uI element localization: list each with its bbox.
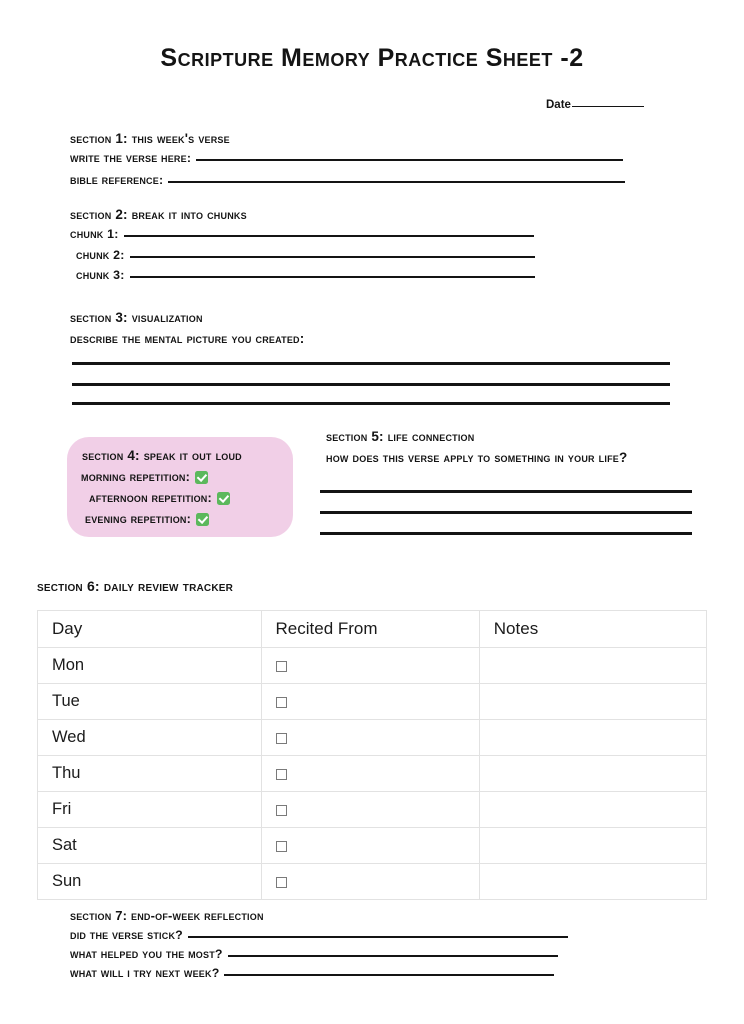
- section-2-field-chunk-1-label: chunk 1:: [70, 227, 119, 241]
- date-label: Date: [546, 99, 571, 111]
- section-4-heading: section 4: speak it out loud: [82, 448, 242, 463]
- section-3-heading: section 3: visualization: [70, 310, 203, 325]
- section-2-field-chunk-3-label: chunk 3:: [76, 268, 125, 282]
- section-5-heading: section 5: life connection: [326, 429, 475, 444]
- section-4-item-morning[interactable]: [81, 470, 208, 484]
- section-2-field-chunk-2[interactable]: [76, 248, 535, 262]
- table-row: [38, 792, 707, 828]
- table-cell-day: Tue: [38, 684, 262, 720]
- table-cell-day: Sat: [38, 828, 262, 864]
- table-cell-notes[interactable]: [479, 792, 706, 828]
- table-header-row: [38, 611, 707, 648]
- section-2-field-chunk-2-label: chunk 2:: [76, 248, 125, 262]
- section-1-field-verse-label: write the verse here:: [70, 151, 192, 165]
- table-cell-notes[interactable]: [479, 720, 706, 756]
- section-4-item-evening-label: evening repetition:: [85, 512, 192, 526]
- section-3-writing-line-2[interactable]: [72, 383, 670, 386]
- table-cell-recited-from[interactable]: [261, 756, 479, 792]
- page-title: Scripture Memory Practice Sheet -2: [160, 44, 584, 72]
- section-2-heading: section 2: break it into chunks: [70, 207, 247, 222]
- table-column-header-day: Day: [38, 611, 262, 648]
- section-7-field-verse-stick[interactable]: [70, 928, 568, 942]
- table-row: [38, 648, 707, 684]
- table-cell-notes[interactable]: [479, 828, 706, 864]
- section-7-field-next-week[interactable]: [70, 966, 554, 980]
- section-5-prompt: how does this verse apply to something in your life?: [326, 450, 628, 465]
- table-cell-day: Fri: [38, 792, 262, 828]
- table-cell-recited-from[interactable]: [261, 684, 479, 720]
- section-4-item-evening[interactable]: [85, 512, 209, 526]
- unchecked-box-icon[interactable]: [276, 697, 287, 708]
- section-7-field-next-week-input[interactable]: [224, 974, 554, 976]
- section-6-heading: section 6: daily review tracker: [37, 578, 234, 594]
- table-cell-recited-from[interactable]: [261, 864, 479, 900]
- table-cell-day: Wed: [38, 720, 262, 756]
- table-row: [38, 864, 707, 900]
- section-2-field-chunk-3[interactable]: [76, 268, 535, 282]
- section-4-item-afternoon[interactable]: [89, 491, 230, 505]
- section-4-item-morning-label: morning repetition:: [81, 470, 190, 484]
- table-cell-notes[interactable]: [479, 756, 706, 792]
- unchecked-box-icon[interactable]: [276, 661, 287, 672]
- unchecked-box-icon[interactable]: [276, 805, 287, 816]
- table-row: [38, 828, 707, 864]
- check-box-icon[interactable]: [196, 513, 209, 526]
- date-field[interactable]: [546, 99, 644, 111]
- table-row: [38, 756, 707, 792]
- section-1-field-reference-input[interactable]: [168, 181, 625, 183]
- table-cell-day: Mon: [38, 648, 262, 684]
- section-3-writing-line-3[interactable]: [72, 402, 670, 405]
- table-cell-recited-from[interactable]: [261, 720, 479, 756]
- section-1-field-verse-input[interactable]: [196, 159, 623, 161]
- section-7-field-verse-stick-label: did the verse stick?: [70, 928, 183, 942]
- table-cell-recited-from[interactable]: [261, 828, 479, 864]
- section-1-field-reference[interactable]: [70, 173, 625, 187]
- unchecked-box-icon[interactable]: [276, 769, 287, 780]
- section-4-card: [67, 437, 293, 537]
- section-7-field-next-week-label: what will i try next week?: [70, 966, 220, 980]
- section-7-heading: section 7: end-of-week reflection: [70, 908, 264, 923]
- section-7-field-helped-most-input[interactable]: [228, 955, 558, 957]
- check-box-icon[interactable]: [195, 471, 208, 484]
- section-3-writing-line-1[interactable]: [72, 362, 670, 365]
- section-1-field-reference-label: bible reference:: [70, 173, 164, 187]
- section-3-prompt: describe the mental picture you created:: [70, 331, 305, 346]
- section-5-writing-line-2[interactable]: [320, 511, 692, 514]
- table-row: [38, 720, 707, 756]
- check-box-icon[interactable]: [217, 492, 230, 505]
- section-7-field-verse-stick-input[interactable]: [188, 936, 568, 938]
- section-2-field-chunk-2-input[interactable]: [130, 256, 535, 258]
- unchecked-box-icon[interactable]: [276, 841, 287, 852]
- section-7-field-helped-most[interactable]: [70, 947, 558, 961]
- daily-review-tracker-table: [37, 610, 707, 900]
- section-5-writing-line-1[interactable]: [320, 490, 692, 493]
- section-1-field-verse[interactable]: [70, 151, 623, 165]
- section-1-heading: section 1: this week's verse: [70, 131, 230, 146]
- section-4-item-afternoon-label: afternoon repetition:: [89, 491, 212, 505]
- section-2-field-chunk-1[interactable]: [70, 227, 534, 241]
- table-column-header-recited-from: Recited From: [261, 611, 479, 648]
- table-cell-day: Thu: [38, 756, 262, 792]
- section-5-writing-line-3[interactable]: [320, 532, 692, 535]
- table-cell-recited-from[interactable]: [261, 648, 479, 684]
- table-cell-recited-from[interactable]: [261, 792, 479, 828]
- section-2-field-chunk-3-input[interactable]: [130, 276, 535, 278]
- table-row: [38, 684, 707, 720]
- section-2-field-chunk-1-input[interactable]: [124, 235, 534, 237]
- unchecked-box-icon[interactable]: [276, 733, 287, 744]
- table-cell-notes[interactable]: [479, 648, 706, 684]
- table-column-header-notes: Notes: [479, 611, 706, 648]
- table-cell-notes[interactable]: [479, 864, 706, 900]
- unchecked-box-icon[interactable]: [276, 877, 287, 888]
- table-cell-notes[interactable]: [479, 684, 706, 720]
- table-cell-day: Sun: [38, 864, 262, 900]
- section-7-field-helped-most-label: what helped you the most?: [70, 947, 223, 961]
- date-input-rule[interactable]: [572, 106, 644, 107]
